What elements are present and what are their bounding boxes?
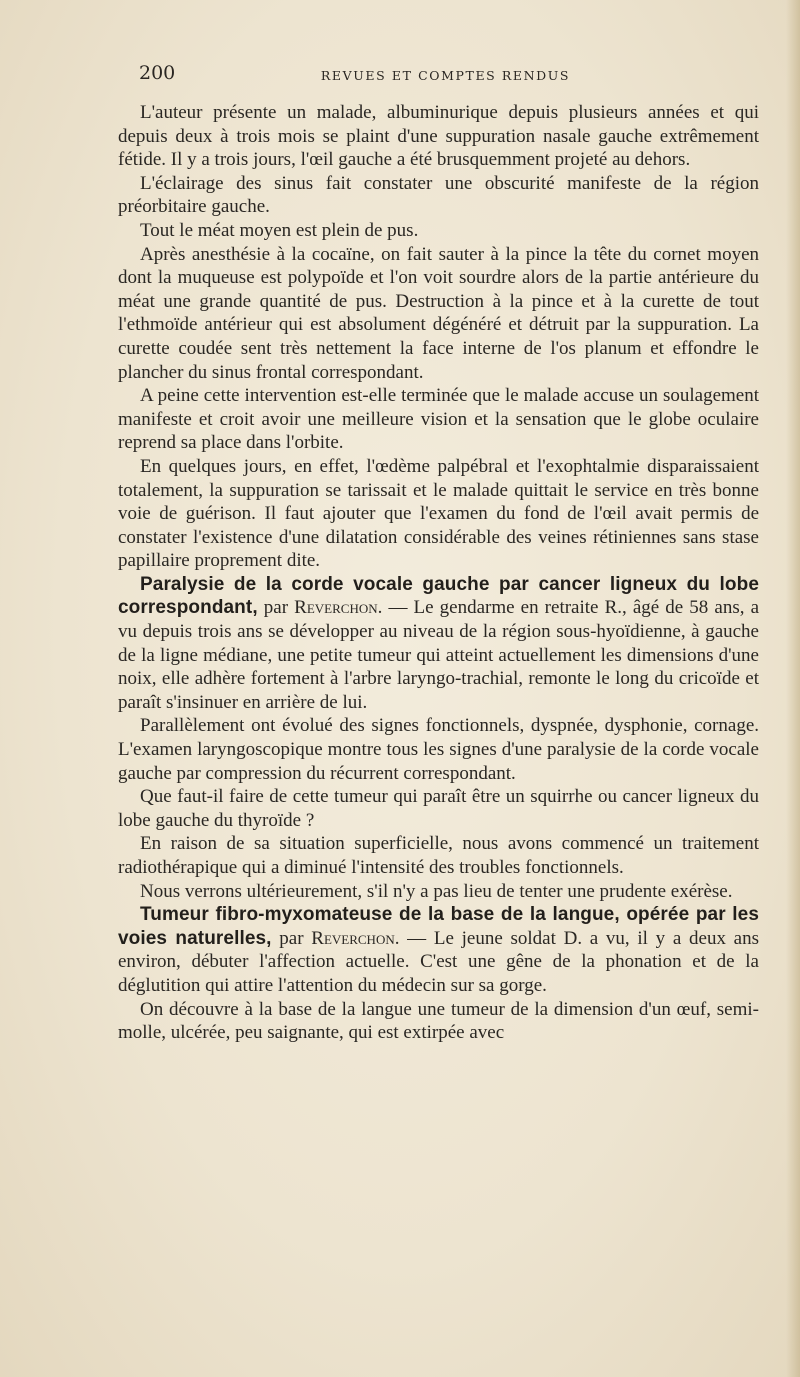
section-lead-paragraph: [118, 903, 759, 997]
author-prefix: par: [257, 597, 295, 619]
page-number: 200: [139, 62, 176, 84]
paragraph: Tout le méat moyen est plein de pus.: [140, 219, 419, 241]
section-title: Paralysie de la corde vocale gauche par cancer ligneux du lobe correspondant,: [118, 573, 759, 619]
section-title: Tumeur fibro-myxomateuse de la base de la langue, opérée par les voies naturelles,: [118, 904, 759, 949]
page-header: [132, 62, 759, 92]
paragraph: Après anesthésie à la cocaïne, on fait sauter à la pince la tête du cornet moyen dont la muqueuse est polypoïde et l'on voit sourdre alors de la partie antérieure du méat une grande quantité de pus. Destruction à la pince et à la curette de tout l'ethmoïde antérieur qui est absolument dégénéré et détruit par la suppuration. La curette coudée sent très nettement la face interne de l'os planum et effondre le plancher du sinus frontal correspondant.: [118, 243, 759, 383]
author-name: Reverchon: [311, 927, 395, 949]
section-lead-paragraph: [118, 573, 759, 715]
paragraph: En quelques jours, en effet, l'œdème palpébral et l'exophtalmie disparaissaient totalement, la suppuration se tarissait et le malade quittait le service en très bonne voie de guérison. Il faut ajouter que l'examen du fond de l'œil avait permis de constater l'existence d'une dilatation considérable des veines rétiniennes sans stase papillaire proprement dite.: [118, 455, 759, 572]
paragraph: Que faut-il faire de cette tumeur qui paraît être un squirrhe ou cancer ligneux du lobe gauche du thyroïde ?: [118, 786, 759, 831]
author-name: Reverchon: [294, 597, 378, 619]
paragraph: En raison de sa situation superficielle, nous avons commencé un traitement radiothérapique qui a diminué l'intensité des troubles fonctionnels.: [118, 833, 759, 878]
author-prefix: par: [271, 927, 312, 949]
paragraph: Parallèlement ont évolué des signes fonctionnels, dyspnée, dysphonie, cornage. L'examen laryngoscopique montre tous les signes d'une paralysie de la corde vocale gauche par compression du récurrent correspondant.: [118, 715, 759, 784]
paragraph: Nous verrons ultérieurement, s'il n'y a pas lieu de tenter une prudente exérèse.: [140, 880, 733, 902]
paragraph: L'auteur présente un malade, albuminurique depuis plusieurs années et qui depuis deux à trois mois se plaint d'une suppuration nasale gauche extrêmement fétide. Il y a trois jours, l'œil gauche a été brusquemment projeté au dehors.: [118, 102, 759, 171]
paragraph: A peine cette intervention est-elle terminée que le malade accuse un soulagement manifeste et croit avoir une meilleure vision et la sensation que le globe oculaire reprend sa place dans l'orbite.: [118, 385, 759, 454]
body-text: [118, 101, 759, 1045]
section-lead-text: . — Le jeune soldat D. a vu, il y a deux ans environ, débuter l'affection actuelle. C'est une gêne de la phonation et de la déglutition qui attire l'attention du médecin sur sa gorge.: [118, 927, 759, 996]
paragraph: On découvre à la base de la langue une tumeur de la dimension d'un œuf, semi-molle, ulcérée, peu saignante, qui est extirpée avec: [118, 998, 759, 1044]
section-lead-text: . — Le gendarme en retraite R., âgé de 58 ans, a vu depuis trois ans se développer au niveau de la région sous-hyoïdienne, à gauche de la ligne médiane, une petite tumeur qui atteint actuellement les dimensions d'une noix, elle adhère fortement à l'arbre laryngo-trachial, remonte le long du cricoïde et paraît s'insinuer en arrière de lui.: [118, 597, 760, 713]
paragraph: L'éclairage des sinus fait constater une obscurité manifeste de la région préorbitaire gauche.: [118, 172, 759, 218]
page-edge-shadow: [786, 0, 800, 1377]
running-head: REVUES ET COMPTES RENDUS: [320, 68, 571, 83]
